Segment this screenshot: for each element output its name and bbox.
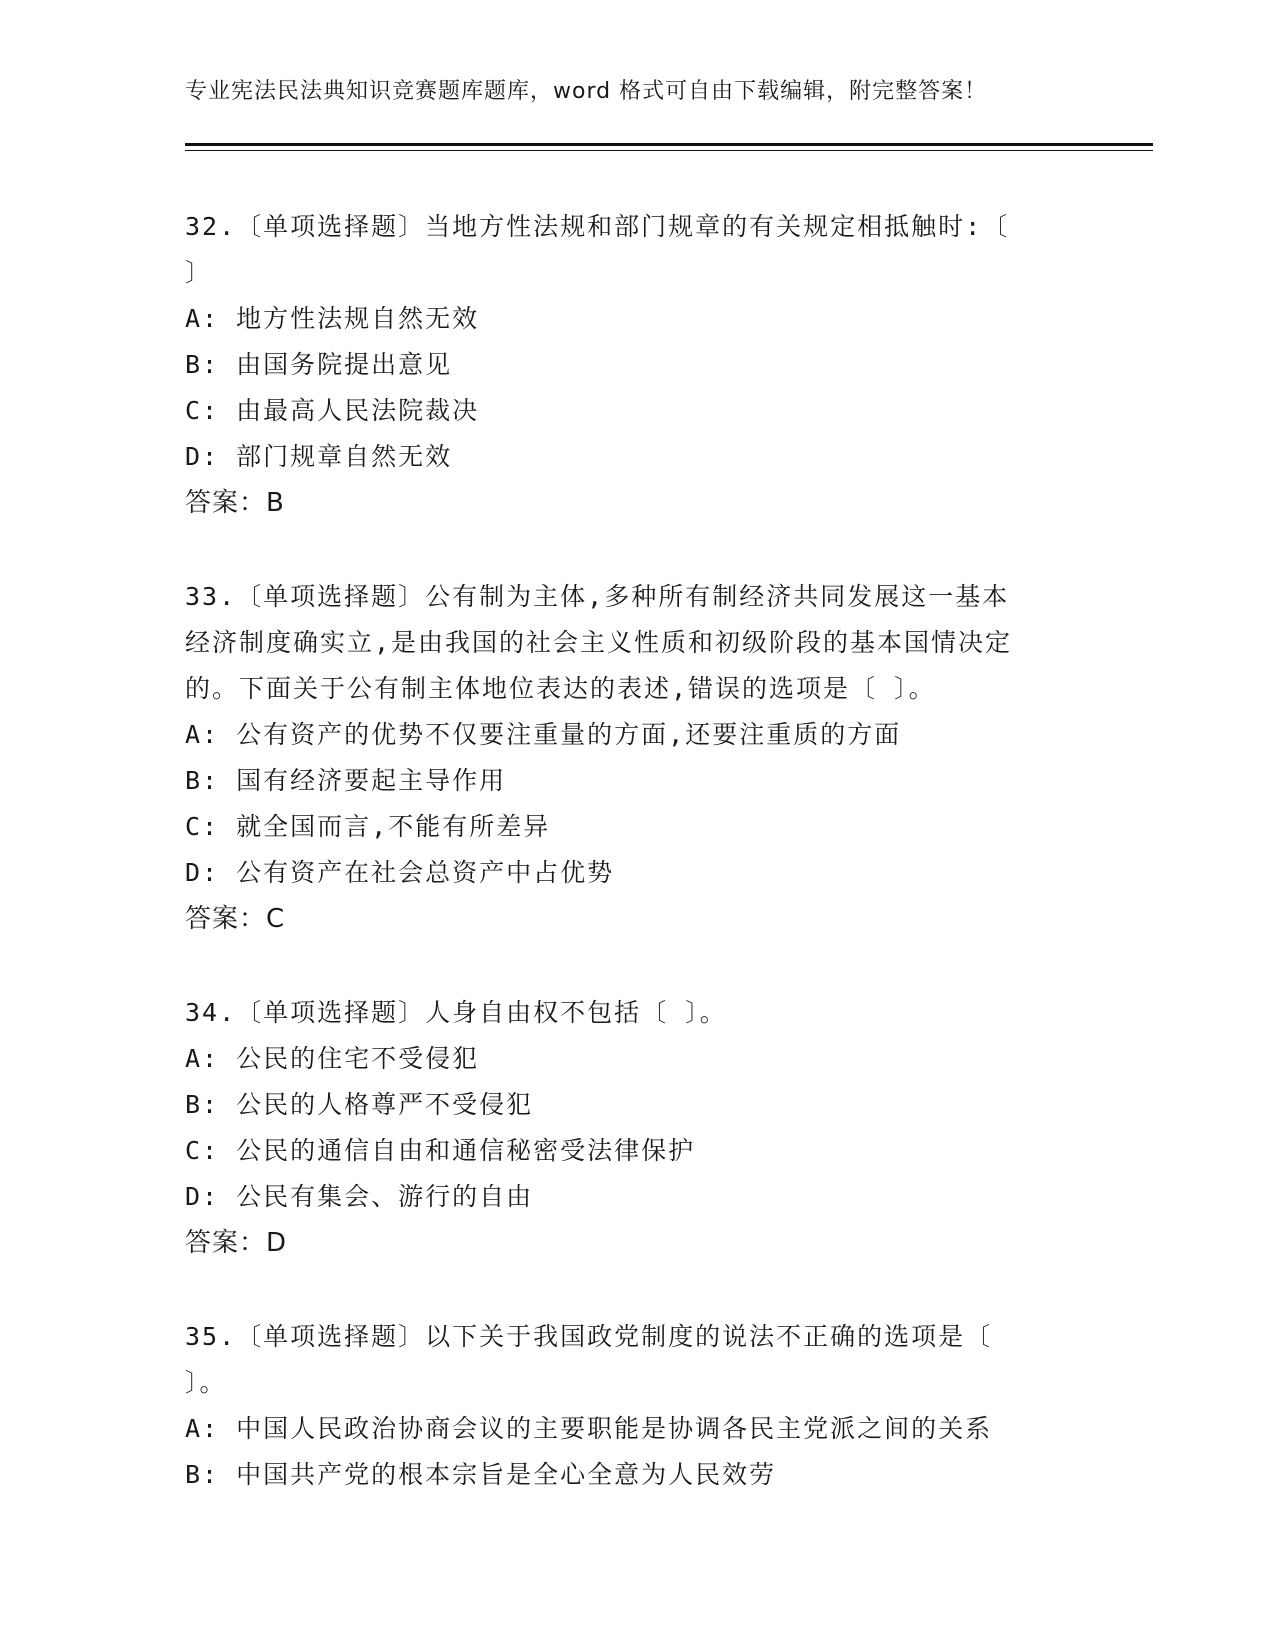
stem-line: 34.〔单项选择题〕人身自由权不包括〔 〕。 [185,998,727,1027]
stem-line: 33.〔单项选择题〕公有制为主体,多种所有制经济共同发展这一基本 [185,582,1010,611]
question-stem [185,990,1085,1036]
stem-line: 经济制度确实立,是由我国的社会主义性质和初级阶段的基本国情决定 [185,628,1013,657]
option-c: C: 公民的通信自由和通信秘密受法律保护 [185,1136,696,1165]
question-32 [185,204,1085,526]
question-33 [185,574,1085,942]
header-divider-thin [185,150,1153,151]
stem-line: 〕 [185,258,213,287]
answer-label: 答案：D [185,1228,288,1258]
option-c: C: 就全国而言,不能有所差异 [185,812,551,841]
option-d: D: 公有资产在社会总资产中占优势 [185,858,615,887]
option-b: B: 公民的人格尊严不受侵犯 [185,1090,534,1119]
option-a: A: 公民的住宅不受侵犯 [185,1044,480,1073]
question-list [185,204,1085,1498]
option-a: A: 公有资产的优势不仅要注重量的方面,还要注重质的方面 [185,720,902,749]
option-c: C: 由最高人民法院裁决 [185,396,480,425]
answer-label: 答案：C [185,904,286,934]
question-34 [185,990,1085,1266]
page-header: 专业宪法民法典知识竞赛题库题库，word 格式可自由下载编辑，附完整答案！ [185,79,988,104]
stem-line: 的。下面关于公有制主体地位表达的表述,错误的选项是〔 〕。 [185,674,936,703]
option-d: D: 公民有集会、游行的自由 [185,1182,534,1211]
question-stem [185,1314,1085,1406]
option-b: B: 由国务院提出意见 [185,350,453,379]
answer-label: 答案：B [185,488,285,518]
option-a: A: 中国人民政治协商会议的主要职能是协调各民主党派之间的关系 [185,1414,993,1443]
option-d: D: 部门规章自然无效 [185,442,453,471]
question-stem [185,574,1085,712]
stem-line: 35.〔单项选择题〕以下关于我国政党制度的说法不正确的选项是〔 [185,1322,993,1351]
option-b: B: 中国共产党的根本宗旨是全心全意为人民效劳 [185,1460,777,1489]
header-divider [185,143,1153,146]
question-35 [185,1314,1085,1498]
option-a: A: 地方性法规自然无效 [185,304,480,333]
option-b: B: 国有经济要起主导作用 [185,766,507,795]
stem-line: 32.〔单项选择题〕当地方性法规和部门规章的有关规定相抵触时:〔 [185,212,1010,241]
stem-line: 〕。 [185,1368,227,1397]
question-stem [185,204,1085,296]
